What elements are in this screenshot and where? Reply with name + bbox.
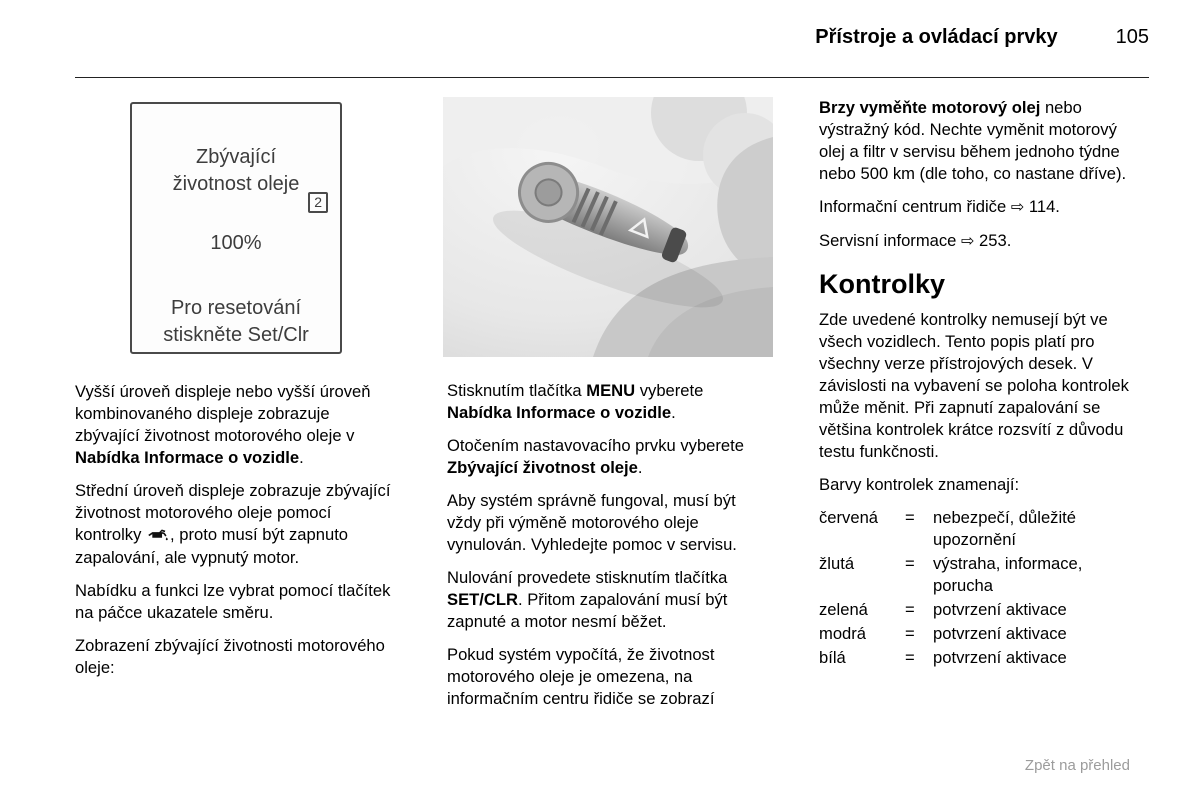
bold-text: Nabídka Informace o vozidle [75, 448, 300, 467]
text-segment: Vyšší úroveň displeje nebo vyšší úroveň kombinovaného displeje zobrazuje zbývající životnost motorového oleje v [75, 382, 371, 445]
indicator-color-table [819, 507, 1141, 669]
column3-text-mid [819, 309, 1141, 496]
paragraph [819, 97, 1141, 185]
paragraph [75, 480, 397, 569]
color-name: žlutá [819, 554, 855, 573]
bold-text: Zbývající životnost oleje [447, 458, 638, 477]
header-rule [75, 77, 1149, 78]
bold-text: Nabídka Informace o vozidle [447, 403, 672, 422]
column-right [819, 97, 1141, 671]
text-segment: Servisní informace [819, 231, 962, 250]
paragraph [447, 644, 769, 710]
paragraph [75, 635, 397, 679]
text-segment: Zobrazení zbývající životnosti motorového oleje: [75, 636, 385, 677]
color-name: modrá [819, 624, 867, 643]
page-reference-arrow-icon: ⇨ [1010, 199, 1025, 216]
paragraph [447, 380, 769, 424]
text-segment: nebo výstražný kód. Nechte vyměnit motorový olej a filtr v servisu během jednoho týdne nebo 500 km (dle toho, co nastane dříve). [819, 98, 1127, 183]
text-segment: Nulování provedete stisknutím tlačítka [447, 568, 728, 587]
paragraph [819, 230, 1141, 253]
page-reference-arrow-icon: ⇨ [961, 233, 975, 250]
color-name: zelená [819, 600, 868, 619]
equals-sign: = [905, 554, 915, 573]
color-meaning: potvrzení aktivace [933, 624, 1067, 643]
text-segment: 253. [974, 231, 1012, 250]
text-segment: Barvy kontrolek znamenají: [819, 475, 1020, 494]
column-left [75, 97, 397, 690]
text-segment: . [637, 458, 643, 477]
bold-text: SET/CLR [447, 590, 518, 609]
display-title [132, 104, 340, 198]
oil-life-display-illustration [130, 102, 342, 354]
text-segment: Informační centrum řidiče [819, 197, 1011, 216]
paragraph [819, 196, 1141, 219]
paragraph [447, 567, 769, 633]
color-meaning-row [819, 507, 1141, 551]
text-segment: Stisknutím tlačítka [447, 381, 587, 400]
paragraph [447, 435, 769, 479]
color-name: červená [819, 508, 879, 527]
display-hint-line2: stiskněte Set/Clr [163, 324, 309, 346]
column2-text [447, 380, 769, 710]
column1-text [75, 381, 397, 679]
paragraph [819, 474, 1141, 496]
text-segment: Pokud systém vypočítá, že životnost motorového oleje je omezena, na informačním centru řidiče se zobrazí [447, 645, 715, 708]
text-segment: 114. [1024, 197, 1060, 216]
back-to-overview-link[interactable]: Zpět na přehled [1024, 757, 1130, 774]
text-segment: Zde uvedené kontrolky nemusejí být ve všech vozidlech. Tento popis platí pro všechny verze přístrojových desek. V závislosti na vybavení se poloha kontrolek může měnit. Při zapnutí zapalování se většina kontrolek krátce rozsvítí z důvodu testu funkčnosti. [819, 310, 1129, 461]
turn-signal-lever-photo [443, 97, 773, 357]
text-segment: vyberete [635, 381, 704, 400]
section-heading-kontrolky: Kontrolky [819, 269, 946, 299]
color-name: bílá [819, 648, 846, 667]
text-segment: . Přitom zapalování musí být zapnuté a motor nesmí běžet. [447, 590, 728, 631]
text-segment: . [671, 403, 676, 422]
color-meaning: výstraha, informace, porucha [933, 554, 1083, 595]
bold-text: MENU [586, 381, 636, 400]
display-title-line2: životnost oleje [172, 173, 300, 195]
text-segment: , proto musí být zapnuto zapalování, ale vypnutý motor. [75, 525, 349, 567]
equals-sign: = [905, 600, 915, 619]
text-segment: Aby systém správně fungoval, musí být vždy při výměně motorového oleje vynulován. Vyhledejte pomoc v servisu. [447, 491, 737, 554]
color-meaning: potvrzení aktivace [933, 600, 1067, 619]
text-segment: . [299, 448, 304, 467]
color-meaning-row [819, 623, 1141, 645]
color-meaning-row [819, 647, 1141, 669]
paragraph [447, 490, 769, 556]
color-meaning: potvrzení aktivace [933, 648, 1067, 667]
column-middle [447, 97, 769, 721]
submenu-page-indicator-icon: 2 [308, 192, 328, 213]
display-title-line1: Zbývající [195, 146, 277, 168]
display-hint [132, 295, 340, 349]
equals-sign: = [905, 648, 915, 667]
text-segment: Otočením nastavovacího prvku vyberete [447, 436, 744, 455]
paragraph [819, 309, 1141, 463]
paragraph [75, 381, 397, 469]
color-meaning-row [819, 599, 1141, 621]
color-meaning: nebezpečí, důležité upozornění [933, 508, 1076, 549]
equals-sign: = [905, 508, 915, 527]
color-meaning-row [819, 553, 1141, 597]
equals-sign: = [905, 624, 915, 643]
column3-text-top [819, 97, 1141, 253]
oil-life-value: 100% [210, 232, 262, 254]
page-number: 105 [1115, 26, 1149, 48]
display-hint-line1: Pro resetování [170, 297, 302, 319]
chapter-title: Přístroje a ovládací prvky [815, 26, 1058, 48]
text-segment: Nabídku a funkci lze vybrat pomocí tlačítek na páčce ukazatele směru. [75, 581, 391, 622]
paragraph [75, 580, 397, 624]
oil-can-icon [147, 525, 169, 547]
page-header [75, 26, 1149, 49]
text-segment: Střední úroveň displeje zobrazuje zbývající životnost motorového oleje pomocí kontrolky [75, 481, 391, 544]
bold-text: Brzy vyměňte motorový olej [819, 98, 1041, 117]
